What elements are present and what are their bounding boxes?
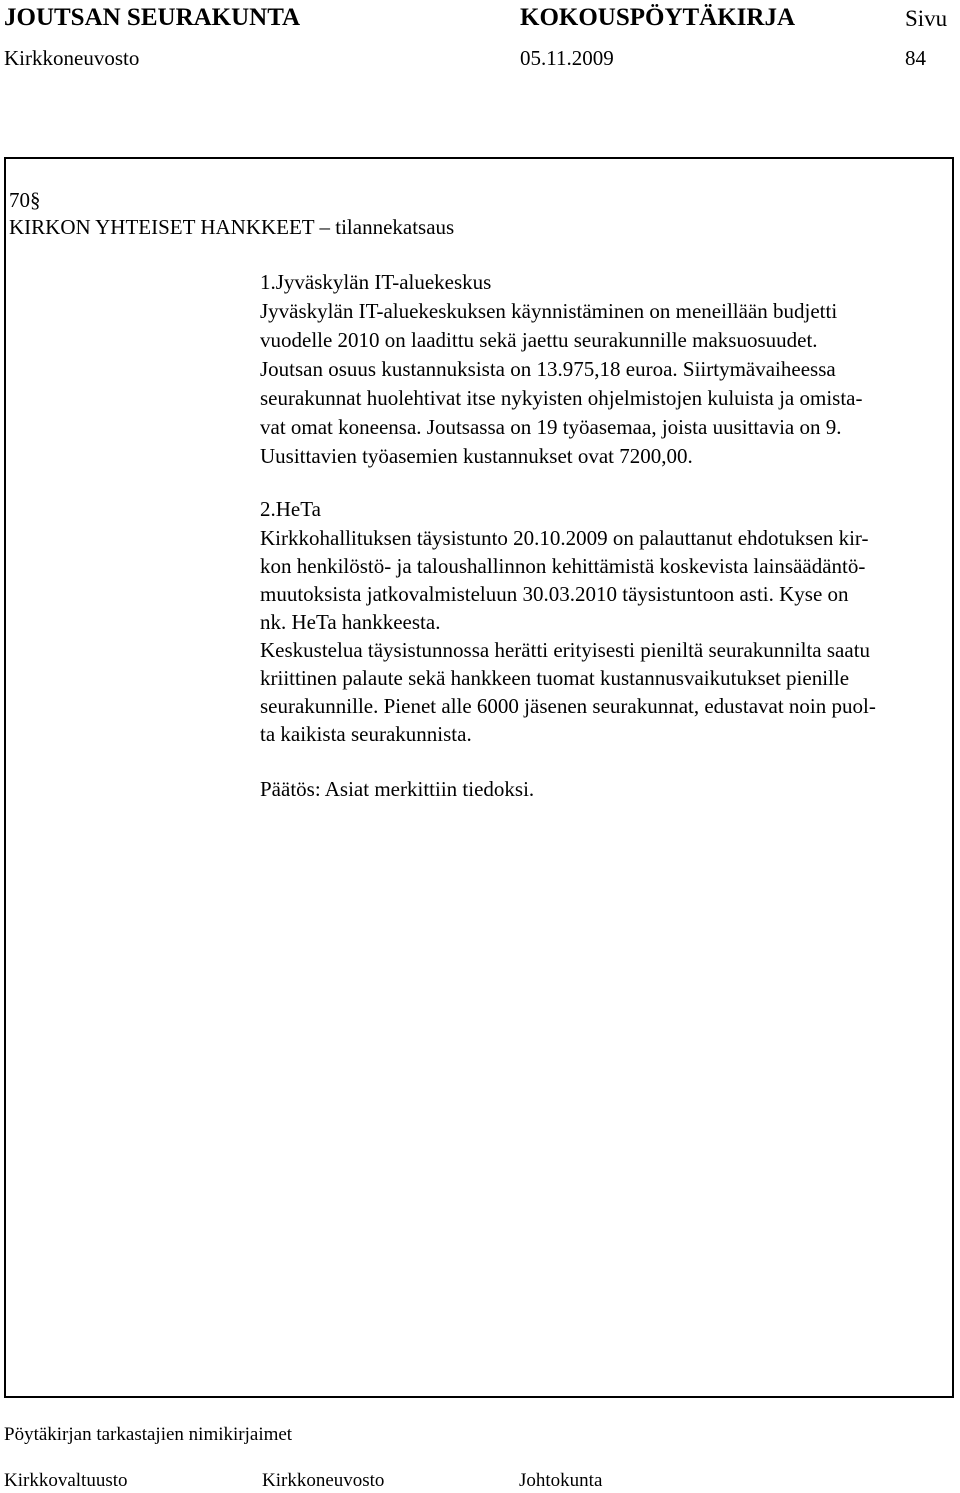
item2-line: kriittinen palaute sekä hankkeen tuomat kustannusvaikutukset pienille xyxy=(260,666,850,690)
item1-line: Joutsan osuus kustannuksista on 13.975,18 euroa. Siirtymävaiheessa xyxy=(260,357,836,381)
item2-line: nk. HeTa hankkeesta. xyxy=(260,610,441,634)
item1-line: Uusittavien työasemien kustannukset ovat 7200,00. xyxy=(260,444,693,468)
footer-johtokunta: Johtokunta xyxy=(519,1470,603,1491)
item1-line: seurakunnat huolehtivat itse nykyisten ohjelmistojen kuluista ja omista- xyxy=(260,386,863,410)
item1-line: vat omat koneensa. Joutsassa on 19 työasemaa, joista uusittavia on 9. xyxy=(260,415,842,439)
item1-line: vuodelle 2010 on laadittu sekä jaettu seurakunnille maksuosuudet. xyxy=(260,328,818,352)
page-label: Sivu xyxy=(905,6,948,31)
item2-line: Kirkkohallituksen täysistunto 20.10.2009 on palauttanut ehdotuksen kir- xyxy=(260,526,869,550)
decision-text: Päätös: Asiat merkittiin tiedoksi. xyxy=(260,777,535,801)
meeting-body: Kirkkoneuvosto xyxy=(4,46,140,70)
item2-line: ta kaikista seurakunnista. xyxy=(260,722,472,746)
meeting-date: 05.11.2009 xyxy=(520,46,614,70)
signatures-label: Pöytäkirjan tarkastajien nimikirjaimet xyxy=(4,1424,293,1445)
item2-heading: 2.HeTa xyxy=(260,497,321,521)
organization-name: JOUTSAN SEURAKUNTA xyxy=(4,4,301,31)
footer-kirkkovaltuusto: Kirkkovaltuusto xyxy=(4,1470,128,1491)
section-title: KIRKON YHTEISET HANKKEET – tilannekatsaus xyxy=(9,215,455,239)
item2-line: Keskustelua täysistunnossa herätti erityisesti pieniltä seurakunnilta saatu xyxy=(260,638,871,662)
item2-line: kon henkilöstö- ja taloushallinnon kehittämistä koskevista lainsäädäntö- xyxy=(260,554,866,578)
item1-line: Jyväskylän IT-aluekeskuksen käynnistäminen on meneillään budjetti xyxy=(260,299,838,323)
item2-line: seurakunnille. Pienet alle 6000 jäsenen seurakunnat, edustavat noin puol- xyxy=(260,694,876,718)
item1-heading: 1.Jyväskylän IT-aluekeskus xyxy=(260,270,492,294)
footer-kirkkoneuvosto: Kirkkoneuvosto xyxy=(262,1470,385,1491)
page-number: 84 xyxy=(905,46,926,70)
document-type: KOKOUSPÖYTÄKIRJA xyxy=(520,4,796,31)
section-number: 70§ xyxy=(9,188,41,212)
item2-line: muutoksista jatkovalmisteluun 30.03.2010 täysistuntoon asti. Kyse on xyxy=(260,582,849,606)
